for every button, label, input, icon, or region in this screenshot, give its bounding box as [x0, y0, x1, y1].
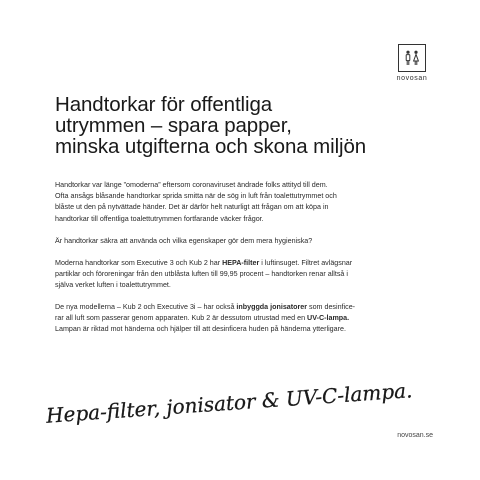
signature-text: Hepa-filter, jonisator & UV-C-lampa.: [45, 378, 414, 428]
text-run: De nya modellerna – Kub 2 och Executive 3i – har också: [55, 303, 237, 312]
text-run: i luftinsuget. Filtret avlägsnar: [259, 258, 353, 267]
brand-name: novosan: [396, 75, 428, 82]
page-title: [55, 94, 435, 157]
text-line: [55, 258, 435, 269]
title-line-1: Handtorkar för offentliga: [55, 93, 273, 116]
text-line: Lampan är riktad mot händerna och hjälper till att desinficera huden på händerna ytterligare.: [55, 325, 346, 334]
paragraph-intro: [55, 180, 435, 225]
text-line: partiklar och föroreningar från den utblåsta luften till 99,95 procent – handtorken renar alltså i: [55, 269, 348, 278]
text-line: Ofta ansågs blåsande handtorkar sprida smitta när de sög in luft från toalettutrymmet och: [55, 192, 337, 201]
text-run: rar all luft som passerar genom apparaten. Kub 2 är dessutom utrustad med en: [55, 314, 308, 323]
text-line: [55, 313, 435, 324]
restroom-people-icon: [398, 44, 426, 72]
text-line: själva verket luften i toalettutrymmet.: [55, 281, 171, 290]
title-line-3: minska utgifterna och skona miljön: [55, 135, 367, 158]
title-line-2: utrymmen – spara papper,: [55, 114, 292, 137]
website-url: novosan.se: [397, 432, 433, 439]
text-run: som desinfice-: [307, 303, 356, 312]
article-body: [55, 180, 435, 346]
uvc-emphasis: UV-C-lampa.: [307, 314, 350, 323]
paragraph-ionizer: [55, 302, 435, 336]
text-line: [55, 302, 435, 313]
handwritten-signature: [40, 378, 414, 428]
paragraph-question: [55, 236, 435, 247]
paragraph-hepa: [55, 258, 435, 292]
hepa-filter-emphasis: HEPA-filter: [222, 258, 260, 267]
text-line: blåste ut den på nytvättade händer. Det är därför helt naturligt att frågan om att köpa in: [55, 203, 329, 212]
text-run: Moderna handtorkar som Executive 3 och Kub 2 har: [55, 258, 223, 267]
ionizer-emphasis: inbyggda jonisatorer: [236, 303, 308, 312]
text-line: handtorkar till offentliga toalettutrymmen fortfarande väcker frågor.: [55, 214, 264, 223]
text-line: Handtorkar var länge ”omoderna” eftersom coronaviruset ändrade folks attityd till dem.: [55, 181, 328, 189]
brand-logo: [392, 44, 432, 82]
text-line: Är handtorkar säkra att använda och vilka egenskaper gör dem mera hygieniska?: [55, 236, 313, 245]
